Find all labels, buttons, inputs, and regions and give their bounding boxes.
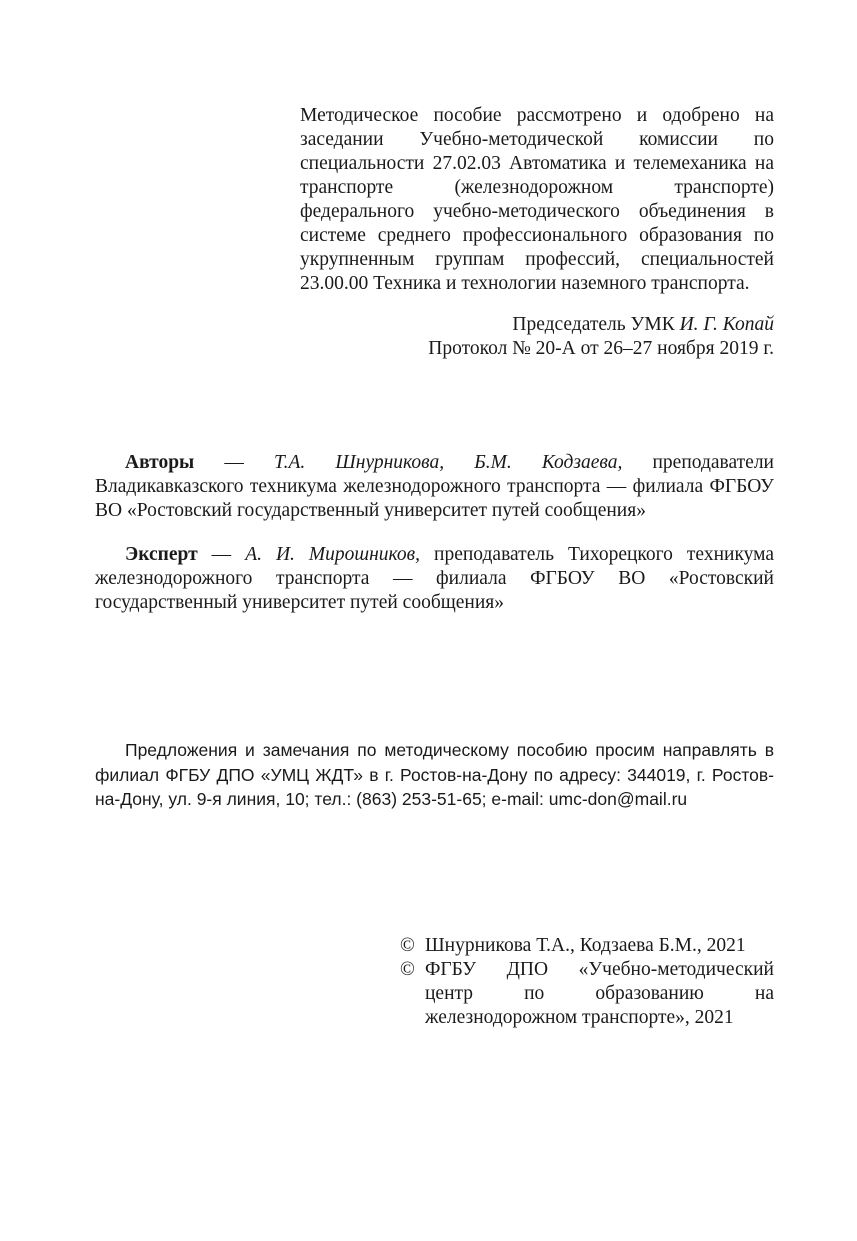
expert-description: преподаватель Тихорецкого техникума железнодорожного транспорта — филиала ФГБОУ ВО «Ростовский государственный университет путей сообщения» bbox=[95, 544, 775, 613]
credits bbox=[95, 451, 774, 635]
authors-names: Т.А. Шнурникова, Б.М. Кодзаева, bbox=[274, 452, 623, 473]
approval-signature bbox=[300, 313, 774, 361]
protocol-line: Протокол № 20-А от 26–27 ноября 2019 г. bbox=[428, 338, 774, 359]
expert-paragraph bbox=[95, 543, 774, 615]
suggestions-notice bbox=[95, 738, 774, 812]
copyright-symbol: © bbox=[400, 935, 415, 956]
chair-name: И. Г. Копай bbox=[679, 314, 774, 335]
expert-dash: — bbox=[197, 544, 246, 565]
expert-name: А. И. Мирошников, bbox=[245, 544, 421, 565]
authors-paragraph bbox=[95, 451, 774, 523]
copyright-symbol: © bbox=[400, 959, 415, 980]
chair-line bbox=[300, 313, 774, 337]
authors-description: преподаватели Владикавказского техникума железнодорожного транспорта — филиала ФГБОУ ВО «Ростовский государственный университет путей сообщения» bbox=[95, 452, 774, 521]
approval-text: Методическое пособие рассмотрено и одобрено на заседании Учебно-методической комиссии по специальности 27.02.03 Автоматика и телемеханика на транспорте (железнодорожном транспорте) федерального учебно-методического объединения в системе среднего профессионального образования по укрупненным группам профессий, специальностей 23.00.00 Техника и технологии наземного транспорта. bbox=[300, 105, 774, 294]
approval-notice bbox=[300, 104, 774, 296]
expert-label: Эксперт bbox=[125, 544, 198, 565]
copyright-publisher-text: ФГБУ ДПО «Учебно-методический центр по образованию на железнодорожном транспорте», 2021 bbox=[425, 959, 774, 1028]
copyright-authors bbox=[400, 934, 774, 958]
suggestions-text: Предложения и замечания по методическому пособию просим направлять в филиал ФГБУ ДПО «УМЦ ЖДТ» в г. Ростов-на-Дону по адресу: 344019, г. Ростов-на-Дону, ул. 9-я линия, 10; тел.: (863) 253-51-65; e-mail: umc-don@mail.ru bbox=[95, 740, 774, 809]
copyright-authors-text: Шнурникова Т.А., Кодзаева Б.М., 2021 bbox=[425, 935, 746, 956]
copyright-block bbox=[400, 934, 774, 1030]
chair-prefix: Председатель УМК bbox=[512, 314, 680, 335]
copyright-publisher bbox=[400, 958, 774, 1030]
authors-dash: — bbox=[194, 452, 275, 473]
authors-label: Авторы bbox=[125, 452, 195, 473]
